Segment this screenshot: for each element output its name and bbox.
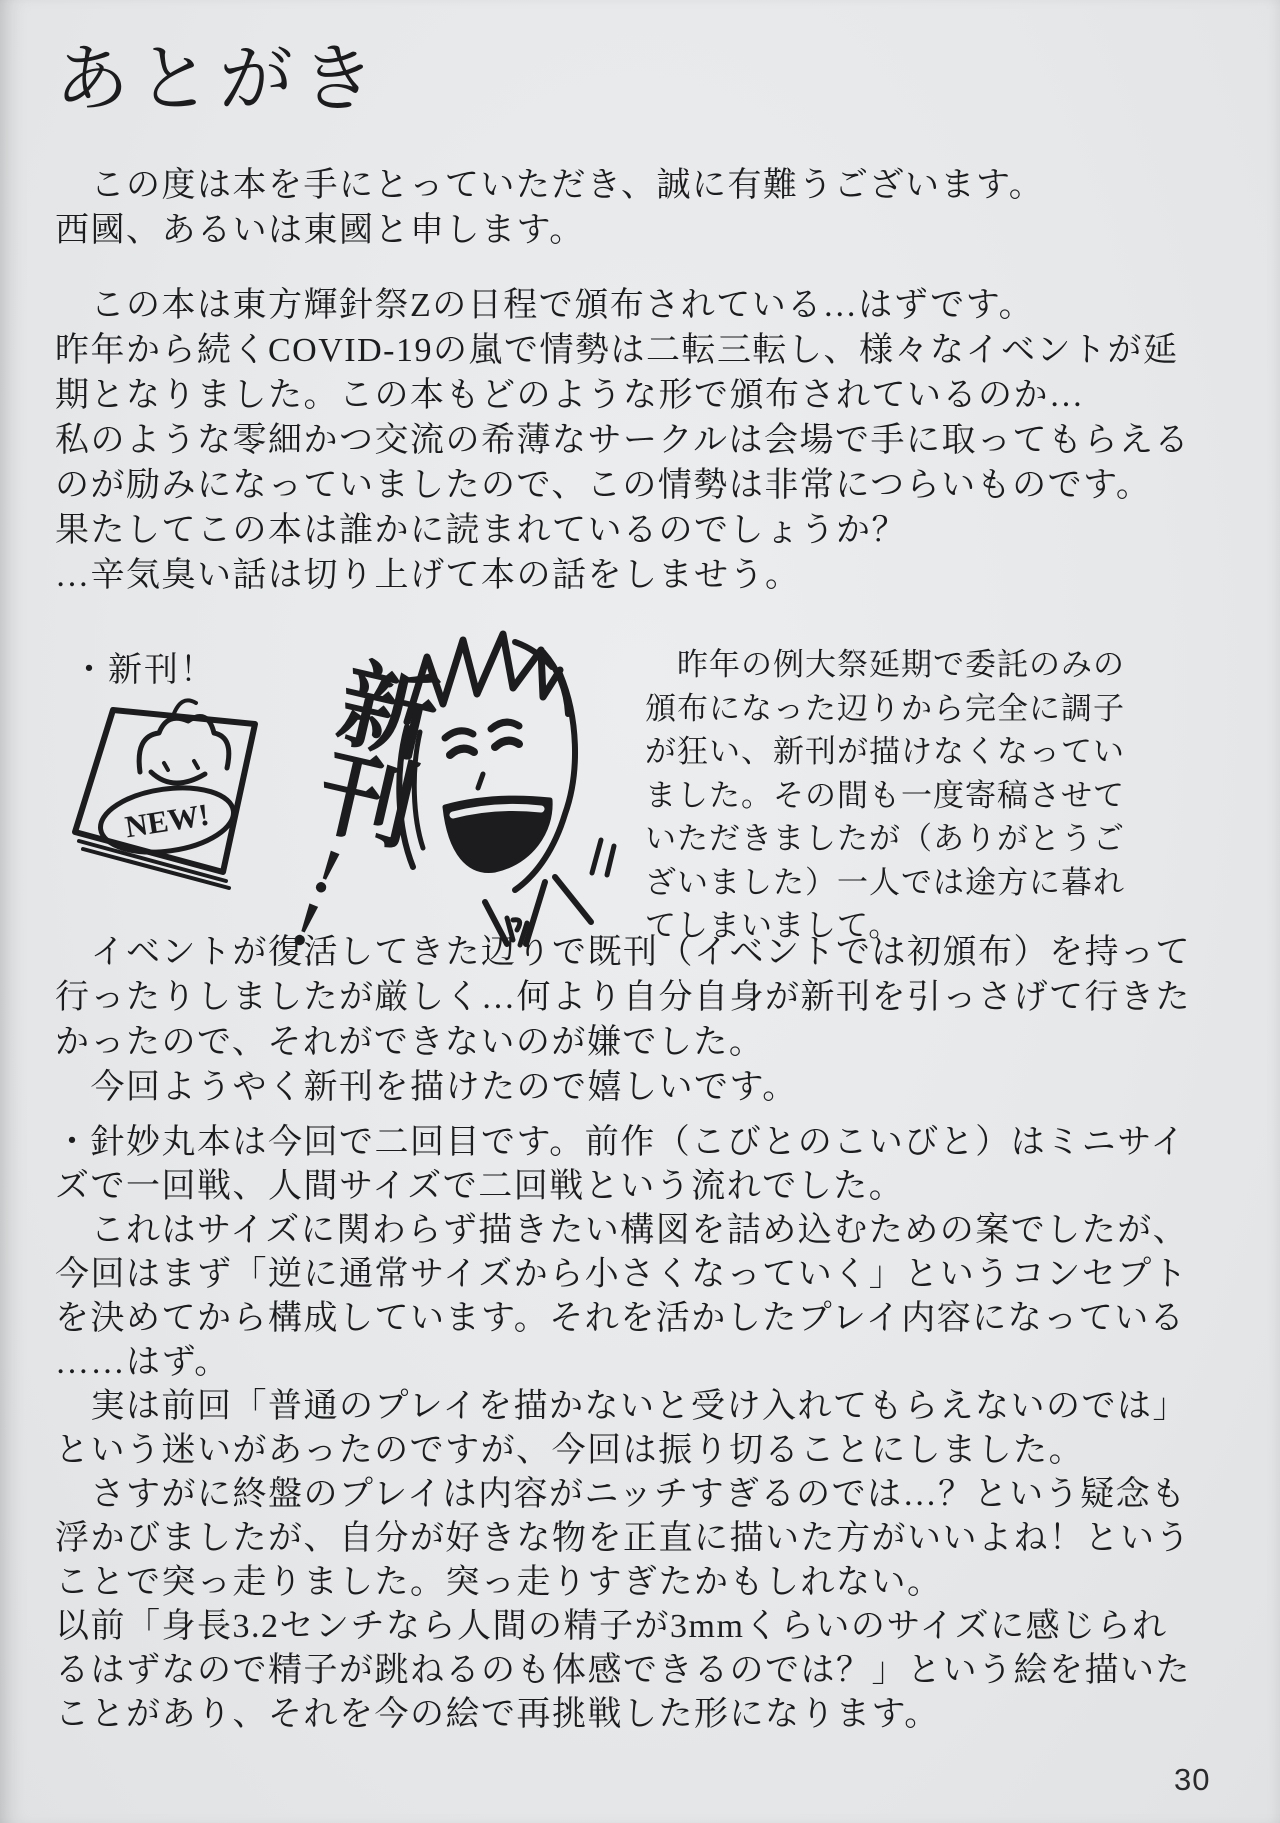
text-line: …辛気臭い話は切り上げて本の話をしませう。 — [55, 557, 801, 594]
text-line: 昨年から続くCOVID-19の嵐で情勢は二転三転し、様々なイベントが延 — [55, 332, 1179, 369]
text-line: 今回はまず「逆に通常サイズから小さくなっていく」というコンセプト — [55, 1256, 1189, 1293]
text-line: るはずなので精子が跳ねるのも体感できるのでは？」という絵を描いた — [55, 1652, 1191, 1689]
shinkan-section-heading: ・新刊！ — [72, 652, 216, 689]
text-line: これはサイズに関わらず描きたい構図を詰め込むための案でしたが、 — [55, 1212, 1189, 1249]
text-line: 以前「身長3.2センチなら人間の精子が3mmくらいのサイズに感じられ — [55, 1608, 1168, 1645]
shinkan-illustration — [55, 622, 635, 962]
shinkan-continuation — [55, 930, 1191, 1110]
text-line: 西國、あるいは東國と申します。 — [55, 212, 585, 249]
text-line: イベントが復活してきた辺りで既刊（イベントでは初頒布）を持って — [55, 934, 1191, 971]
text-line: 期となりました。この本もどのような形で頒布されているのか… — [55, 377, 1085, 414]
text-line: てしまいまして。 — [645, 908, 901, 943]
text-line: ・針妙丸本は今回で二回目です。前作（こびとのこいびと）はミニサイ — [55, 1124, 1186, 1161]
text-line: かったので、それができないのが嫌でした。 — [55, 1024, 765, 1061]
event-paragraph — [55, 283, 1190, 598]
shinkan-right-column — [645, 643, 1125, 948]
text-line: が狂い、新刊が描けなくなってい — [645, 734, 1125, 769]
text-line: 今回ようやく新刊を描けたので嬉しいです。 — [55, 1069, 798, 1106]
new-badge-label: NEW! — [122, 796, 212, 845]
page-number: 30 — [1174, 1762, 1211, 1797]
text-line: ざいました）一人では途方に暮れ — [645, 864, 1125, 900]
brush-title-text: 新刊 — [299, 648, 444, 848]
text-line: 浮かびましたが、自分が好きな物を正直に描いた方がいいよね！という — [55, 1520, 1191, 1557]
text-line: ズで一回戦、人間サイズで二回戦という流れでした。 — [55, 1168, 905, 1205]
text-line: という迷いがあったのですが、今回は振り切ることにしました。 — [55, 1432, 1085, 1469]
text-line: 実は前回「普通のプレイを描かないと受け入れてもらえないのでは」 — [55, 1388, 1188, 1425]
text-line: この本は東方輝針祭Zの日程で頒布されている…はずです。 — [55, 287, 1035, 324]
text-line: 頒布になった辺りから完全に調子 — [645, 690, 1125, 726]
text-line: いただきましたが（ありがとうご — [645, 821, 1125, 856]
text-line: ……はず。 — [55, 1344, 230, 1381]
text-line: 私のような零細かつ交流の希薄なサークルは会場で手に取ってもらえる — [55, 422, 1190, 459]
text-line: ことがあり、それを今の絵で再挑戦した形になります。 — [55, 1696, 940, 1733]
text-line: 果たしてこの本は誰かに読まれているのでしょうか？ — [55, 512, 907, 549]
text-line: さすがに終盤のプレイは内容がニッチすぎるのでは…？という疑念も — [55, 1476, 1187, 1513]
text-line: ました。その間も一度寄稿させて — [645, 777, 1125, 813]
text-line: ことで突っ走りました。突っ走りすぎたかもしれない。 — [55, 1564, 943, 1601]
page-title: あとがき — [55, 39, 383, 121]
text-line: 行ったりしましたが厳しく…何より自分自身が新刊を引っさげて行きた — [55, 979, 1191, 1016]
text-line: を決めてから構成しています。それを活かしたプレイ内容になっている — [55, 1300, 1186, 1337]
needle-section-paragraph — [55, 1121, 1191, 1737]
text-line: この度は本を手にとっていただき、誠に有難うございます。 — [55, 167, 1045, 204]
text-line: 昨年の例大祭延期で委託のみの — [645, 647, 1125, 682]
greeting-paragraph — [55, 163, 1044, 253]
brush-exclamation: !! — [265, 825, 374, 958]
text-line: のが励みになっていましたので、この情勢は非常につらいものです。 — [55, 467, 1152, 504]
new-book-sketch — [75, 700, 255, 888]
